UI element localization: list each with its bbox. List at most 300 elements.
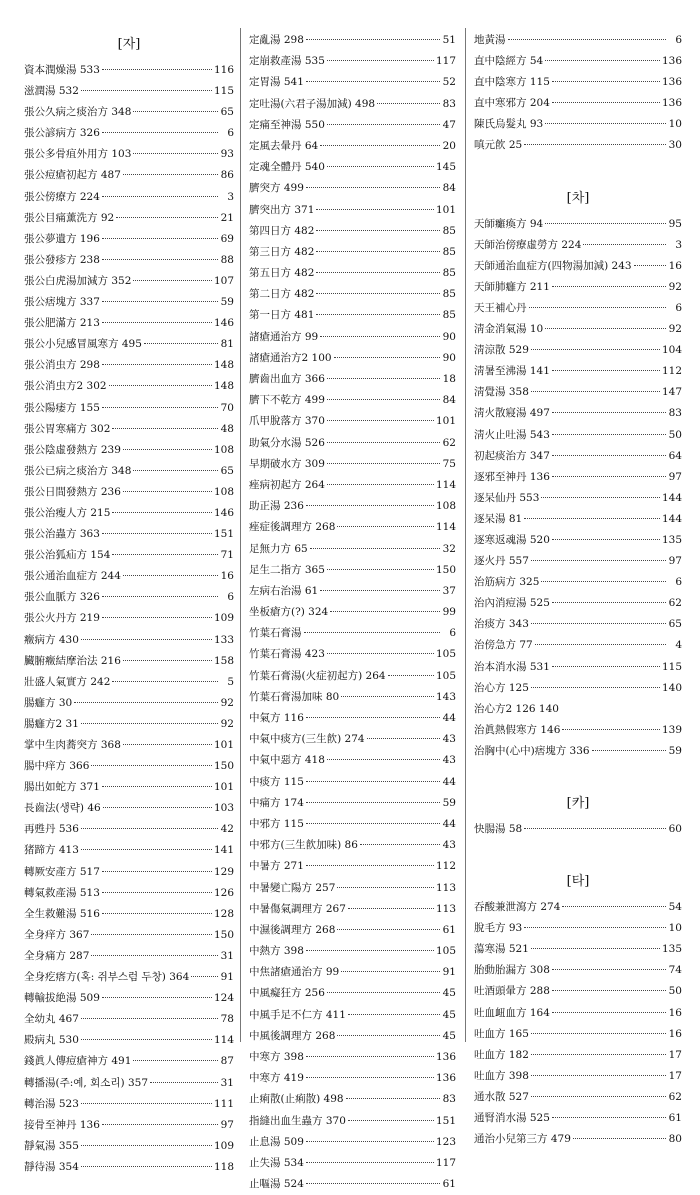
entry-list [474,30,682,157]
entry-page-number: 85 [442,224,456,237]
entry-page-number: 5 [227,675,234,688]
entry-name: 張公治瘦人方 215 [24,506,111,519]
entry-page-number: 109 [213,1139,234,1152]
dot-leader [316,230,440,231]
index-entry [24,271,234,292]
index-entry [249,666,456,687]
entry-page-number: 111 [213,1097,234,1110]
index-entry [24,60,234,81]
index-entry [474,699,682,720]
index-entry [474,1024,682,1045]
dot-leader [341,971,440,972]
entry-page-number: 101 [435,203,456,216]
dot-leader [341,696,434,697]
index-entry [24,1094,234,1115]
entry-name: 中風後調理方 268 [249,1029,336,1042]
entry-name: 胎動胎漏方 308 [474,964,550,977]
dot-leader [306,1077,434,1078]
index-entry [24,376,234,397]
entry-page-number: 44 [442,817,456,830]
entry-name: 中風手足不仁方 411 [249,1008,346,1021]
index-entry [249,983,456,1004]
entry-page-number: 86 [220,169,234,182]
entry-name: 中熱方 398 [249,945,304,958]
entry-page-number: 17 [668,1069,682,1082]
entry-name: 定崩救產湯 535 [249,55,325,68]
index-entry [249,1153,456,1174]
entry-page-number: 50 [668,428,682,441]
entry-page-number: 117 [435,1156,456,1169]
index-entry [474,1108,682,1129]
entry-name: 張公胃寒痛方 302 [24,422,111,435]
entry-page-number: 108 [213,485,234,498]
index-entry [474,614,682,635]
index-entry [249,369,456,390]
index-entry [24,165,234,186]
entry-page-number: 43 [442,839,456,852]
entry-name: 竹葉石膏湯 [249,627,302,640]
entry-name: 轉治湯 523 [24,1097,79,1110]
entry-name: 止嘔湯 524 [249,1178,304,1191]
entry-page-number: 16 [668,1027,682,1040]
entry-name: 諸瘡通治方2 100 [249,351,332,364]
index-entry [249,454,456,475]
dot-leader [133,1060,218,1061]
index-entry [474,981,682,1002]
dot-leader [102,69,212,70]
entry-page-number: 10 [668,118,682,131]
index-entry [249,539,456,560]
dot-leader [552,666,660,667]
index-entry [24,524,234,545]
dot-leader [535,644,666,645]
index-entry [249,94,456,115]
index-entry [249,708,456,729]
index-entry [474,298,682,319]
index-entry [24,545,234,566]
dot-leader [531,1096,666,1097]
dot-leader [377,103,440,104]
dot-leader [123,174,218,175]
entry-page-number: 59 [442,796,456,809]
entry-page-number: 148 [213,359,234,372]
dot-leader [123,660,212,661]
entry-name: 靜待湯 354 [24,1160,79,1173]
index-entry [474,720,682,741]
index-entry [24,461,234,482]
entry-page-number: 88 [220,253,234,266]
entry-name: 吞酸兼泄瀉方 274 [474,901,561,914]
index-entry [474,488,682,509]
entry-page-number: 6 [675,576,682,589]
entry-name: 中暑變亡陽方 257 [249,881,336,894]
entry-page-number: 16 [220,570,234,583]
entry-name: 殿病丸 530 [24,1034,79,1047]
dot-leader [103,807,212,808]
entry-page-number: 123 [435,1135,456,1148]
entry-name: 通腎消水湯 525 [474,1112,550,1125]
entry-name: 中寒方 398 [249,1051,304,1063]
entry-name: 快腸湯 58 [474,823,523,835]
entry-page-number: 107 [213,274,234,287]
index-entry [24,440,234,461]
entry-page-number: 10 [668,922,682,935]
dot-leader [316,251,440,252]
entry-name: 痤症後調理方 268 [249,521,336,534]
entry-name: 淸覺湯 358 [474,386,529,399]
index-entry [474,1087,682,1108]
index-entry [249,687,456,708]
dot-leader [133,153,218,154]
dot-leader [327,378,440,379]
entry-page-number: 147 [661,386,682,399]
entry-name: 足無力方 65 [249,542,308,555]
entry-name: 定魂全體丹 540 [249,161,325,174]
entry-name: 中暑方 271 [249,860,304,873]
entry-page-number: 44 [442,712,456,724]
dot-leader [367,738,440,739]
entry-page-number: 65 [220,106,234,119]
entry-name: 定痛至神湯 550 [249,118,325,131]
entry-page-number: 87 [220,1055,234,1068]
index-entry [249,178,456,199]
entry-page-number: 6 [227,127,234,140]
entry-name: 足生二指方 365 [249,563,325,576]
index-entry [24,608,234,629]
index-entry [24,1051,234,1072]
entry-name: 爪甲脫落方 370 [249,415,325,428]
entry-name: 吐酒頭暈方 288 [474,985,550,998]
index-entry [474,51,682,72]
dot-leader [531,391,660,392]
entry-page-number: 150 [435,563,456,576]
index-entry [474,897,682,918]
index-entry [474,1129,682,1150]
entry-page-number: 136 [661,97,682,110]
index-entry [24,1115,234,1136]
entry-page-number: 62 [668,1090,682,1103]
entry-page-number: 62 [668,597,682,610]
entry-name: 張公已病之痰治方 348 [24,464,132,477]
dot-leader [531,687,660,688]
entry-name: 第三日方 482 [249,245,315,258]
entry-page-number: 90 [442,351,456,364]
entry-name: 張公肥滿方 213 [24,317,100,330]
dot-leader [360,844,440,845]
index-entry [249,750,456,771]
entry-name: 陳氏烏髮丸 93 [474,118,544,131]
entry-page-number: 114 [435,521,456,534]
dot-leader [306,823,440,824]
entry-name: 第二日方 482 [249,288,315,301]
index-entry [474,382,682,403]
entry-page-number: 85 [442,245,456,258]
index-entry [249,115,456,136]
entry-name: 吐血方 182 [474,1048,529,1061]
entry-name: 張公傍療方 224 [24,190,100,203]
dot-leader [144,343,218,344]
entry-page-number: 91 [220,971,234,984]
index-entry [24,102,234,123]
entry-page-number: 3 [675,238,682,251]
entry-page-number: 105 [435,945,456,958]
dot-leader [327,759,440,760]
entry-name: 張公諺病方 326 [24,127,100,140]
index-entry [249,1026,456,1047]
dot-leader [306,1056,434,1057]
index-entry [474,819,682,840]
entry-name: 張公白虎湯加減方 352 [24,274,132,287]
dot-leader [552,102,660,103]
entry-page-number: 140 [661,681,682,694]
entry-page-number: 114 [435,478,456,491]
entry-page-number: 109 [213,612,234,625]
index-entry [474,741,682,762]
dot-leader [150,1082,218,1083]
column-divider [240,28,241,1042]
entry-page-number: 60 [668,823,682,835]
dot-leader [306,1141,434,1142]
index-entry [24,566,234,587]
entry-name: 止失湯 534 [249,1156,304,1169]
index-entry [474,340,682,361]
index-entry [249,899,456,920]
dot-leader [102,259,218,260]
index-entry [474,72,682,93]
dot-leader [102,617,212,618]
dot-leader [531,623,666,624]
dot-leader [388,675,434,676]
index-entry [474,918,682,939]
dot-leader [81,639,212,640]
entry-page-number: 108 [213,443,234,456]
dot-leader [191,976,218,977]
index-entry [249,581,456,602]
entry-page-number: 44 [442,775,456,788]
entry-page-number: 31 [220,1076,234,1089]
dot-leader [133,470,218,471]
index-entry [24,1136,234,1157]
dot-leader [306,865,434,866]
index-entry [474,593,682,614]
dot-leader [123,491,212,492]
index-entry [24,735,234,756]
entry-page-number: 92 [668,280,682,293]
entry-page-number: 47 [442,118,456,131]
index-entry [249,856,456,877]
index-entry [24,925,234,946]
entry-page-number: 144 [661,491,682,504]
entry-page-number: 70 [220,401,234,414]
entry-name: 張公治狐疝方 154 [24,549,111,562]
entry-name: 滋潤湯 532 [24,85,79,98]
dot-leader [304,632,441,633]
dot-leader [552,539,660,540]
dot-leader [531,349,660,350]
dot-leader [583,244,666,245]
entry-page-number: 54 [668,901,682,914]
index-entry [24,777,234,798]
index-entry [249,1068,456,1089]
index-entry [249,835,456,856]
dot-leader [102,786,212,787]
entry-name: 腸癰方2 31 [24,717,79,730]
dot-leader [102,301,218,302]
dot-leader [306,802,440,803]
entry-page-number: 16 [668,259,682,272]
entry-name: 轉輸拔絶湯 509 [24,992,100,1005]
entry-name: 中焦諸瘡通治方 99 [249,966,340,979]
entry-name: 竹葉石膏湯 423 [249,648,325,661]
dot-leader [327,569,434,570]
entry-name: 臟腑癥結摩治法 216 [24,654,121,667]
entry-name: 臍下不乾方 499 [249,394,325,407]
entry-page-number: 52 [442,76,456,89]
index-entry [249,1047,456,1068]
index-entry [249,814,456,835]
entry-name: 淸暑至沸湯 141 [474,365,550,378]
entry-page-number: 61 [442,1178,456,1191]
dot-leader [306,717,440,718]
index-entry [249,221,456,242]
index-entry [24,798,234,819]
dot-leader [508,39,667,40]
entry-name: 治心方2 126 140 [474,702,559,715]
entry-page-number: 59 [668,744,682,757]
entry-name: 治內消痘湯 525 [474,597,550,610]
entry-name: 中風癡狂方 256 [249,987,325,1000]
index-entry [249,51,456,72]
entry-page-number: 116 [213,64,234,76]
index-entry [24,672,234,693]
entry-name: 靜氣湯 355 [24,1139,79,1152]
entry-name: 中痛方 174 [249,796,304,809]
entry-name: 接骨至神丹 136 [24,1118,100,1131]
entry-name: 指縫出血生蟲方 370 [249,1114,346,1127]
dot-leader [552,370,660,371]
entry-page-number: 108 [435,500,456,513]
entry-name: 通治小兒第三方 479 [474,1133,571,1146]
dot-leader [102,596,218,597]
dot-leader [327,442,440,443]
entry-name: 轉氣救產湯 513 [24,886,100,899]
index-entry [24,334,234,355]
dot-leader [123,449,212,450]
entry-page-number: 20 [442,139,456,152]
index-entry [24,862,234,883]
entry-page-number: 136 [661,76,682,89]
entry-page-number: 30 [668,139,682,152]
index-entry [249,200,456,221]
index-entry [249,1005,456,1026]
dot-leader [102,892,212,893]
dot-leader [348,1120,434,1121]
dot-leader [133,111,218,112]
entry-page-number: 135 [661,533,682,546]
index-entry [249,962,456,983]
entry-name: 天師癱瘓方 94 [474,217,544,230]
entry-page-number: 85 [442,267,456,280]
entry-page-number: 146 [213,506,234,519]
entry-page-number: 21 [220,211,234,224]
dot-leader [545,60,660,61]
index-entry [249,136,456,157]
entry-page-number: 145 [435,161,456,174]
section-header-ka: [카] [566,796,590,811]
index-entry [474,1003,682,1024]
entry-page-number: 105 [435,648,456,661]
entry-name: 地黃湯 [474,34,506,46]
dot-leader [327,60,434,61]
index-entry [24,840,234,861]
dot-leader [562,729,660,730]
entry-name: 痤病初起方 264 [249,478,325,491]
entry-page-number: 101 [435,415,456,428]
entry-page-number: 151 [435,1114,456,1127]
dot-leader [541,497,660,498]
index-entry [249,941,456,962]
dot-leader [348,1014,440,1015]
dot-leader [306,1162,434,1163]
entry-name: 中氣中惡方 418 [249,754,325,767]
index-entry [24,482,234,503]
entry-page-number: 92 [220,717,234,730]
entry-name: 定風去暈丹 64 [249,139,319,152]
index-entry [249,623,456,644]
dot-leader [102,913,212,914]
entry-page-number: 6 [449,627,456,640]
entry-page-number: 84 [442,182,456,195]
index-entry [474,509,682,530]
dot-leader [116,217,218,218]
section-header-cha: [차] [566,190,590,206]
entry-page-number: 45 [442,1008,456,1021]
entry-page-number: 61 [442,923,456,936]
index-entry [24,292,234,313]
entry-name: 逐火丹 557 [474,555,529,568]
index-entry [24,355,234,376]
dot-leader [524,144,666,145]
dot-leader [334,357,440,358]
dot-leader [337,929,440,930]
index-entry [24,651,234,672]
index-entry [474,30,682,51]
index-entry [24,503,234,524]
entry-name: 張公血脈方 326 [24,591,100,604]
entry-name: 張公夢遺方 196 [24,232,100,245]
dot-leader [531,1054,666,1055]
dot-leader [102,407,218,408]
entry-list [249,30,456,1195]
entry-name: 吐血衄血方 164 [474,1006,550,1019]
entry-name: 治眞熱假寒方 146 [474,723,561,736]
index-entry [474,114,682,135]
entry-page-number: 148 [213,380,234,393]
entry-page-number: 65 [668,618,682,631]
entry-name: 張公發疹方 238 [24,253,100,266]
index-entry [249,411,456,432]
dot-leader [531,1033,666,1034]
dot-leader [320,590,440,591]
entry-list [474,214,682,762]
entry-name: 中邪方(三生飮加味) 86 [249,839,358,852]
dot-leader [327,484,434,485]
entry-name: 再甦丹 536 [24,823,79,836]
index-entry [24,1157,234,1178]
entry-name: 張公陽痿方 155 [24,401,100,414]
entry-page-number: 31 [220,949,234,962]
entry-page-number: 51 [442,34,456,46]
